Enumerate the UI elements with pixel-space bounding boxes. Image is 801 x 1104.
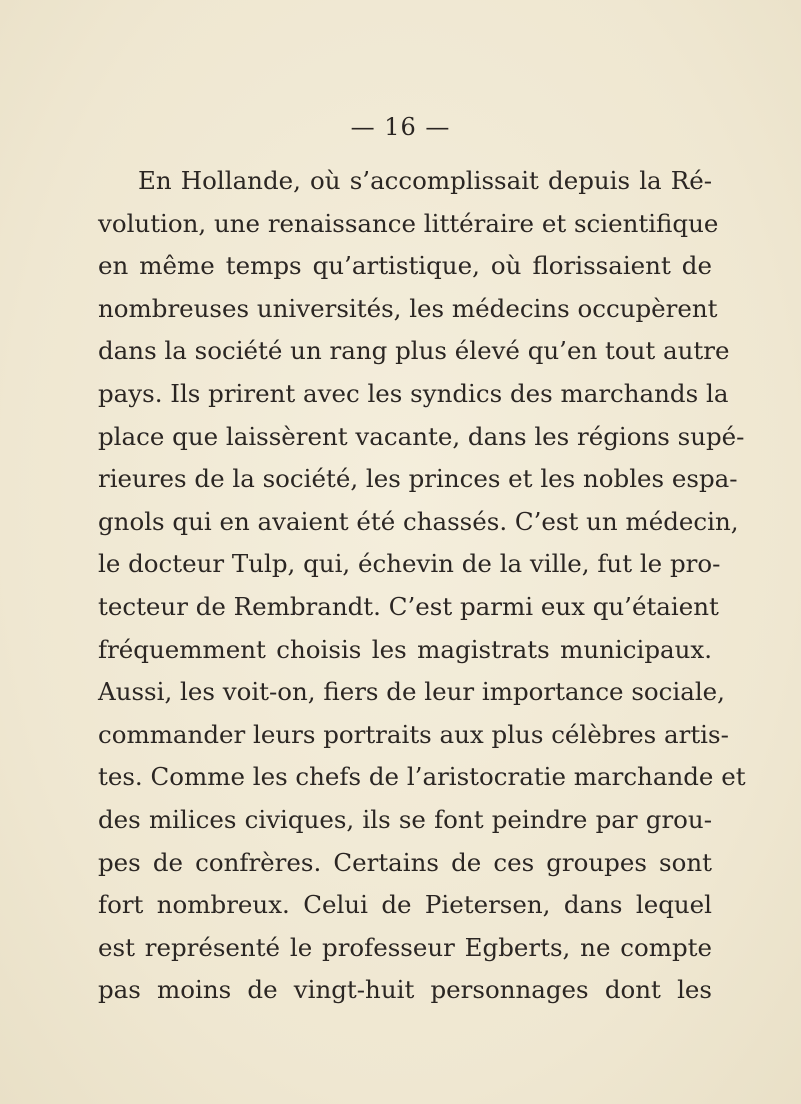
text-line: place que laissèrent vacante, dans les régions supé-: [98, 421, 745, 451]
text-line: Aussi, les voit-on, fiers de leur importance sociale,: [98, 677, 725, 707]
text-line: En Hollande, où s’accomplissait depuis la Ré-: [138, 166, 712, 195]
page-number: — 16 —: [350, 113, 451, 141]
text-line: des milices civiques, ils se font peindre par grou-: [98, 804, 712, 834]
text-line: pes de confrères. Certains de ces groupes sont: [98, 847, 712, 877]
text-line: gnols qui en avaient été chassés. C’est un médecin,: [98, 506, 739, 536]
text-line: est représenté le professeur Egberts, ne compte: [98, 932, 712, 962]
text-line: pays. Ils prirent avec les syndics des marchands la: [98, 378, 729, 408]
text-line: dans la société un rang plus élevé qu’en tout autre: [98, 336, 730, 366]
text-line: pas moins de vingt-huit personnages dont les: [98, 975, 712, 1005]
text-line: rieures de la société, les princes et les nobles espa-: [98, 464, 738, 494]
text-line: tecteur de Rembrandt. C’est parmi eux qu’étaient: [98, 591, 719, 621]
text-line: en même temps qu’artistique, où florissaient de: [98, 251, 712, 281]
text-line: tes. Comme les chefs de l’aristocratie marchande et: [98, 762, 746, 792]
text-line: volution, une renaissance littéraire et scientifique: [98, 208, 719, 238]
text-line: le docteur Tulp, qui, échevin de la ville, fut le pro-: [98, 549, 721, 579]
text-line: commander leurs portraits aux plus célèbres artis-: [98, 719, 729, 749]
text-line: nombreuses universités, les médecins occupèrent: [98, 293, 718, 323]
body-paragraph: [98, 160, 746, 1012]
text-line: fréquemment choisis les magistrats municipaux.: [98, 634, 712, 664]
text-line: fort nombreux. Celui de Pietersen, dans lequel: [98, 890, 712, 920]
